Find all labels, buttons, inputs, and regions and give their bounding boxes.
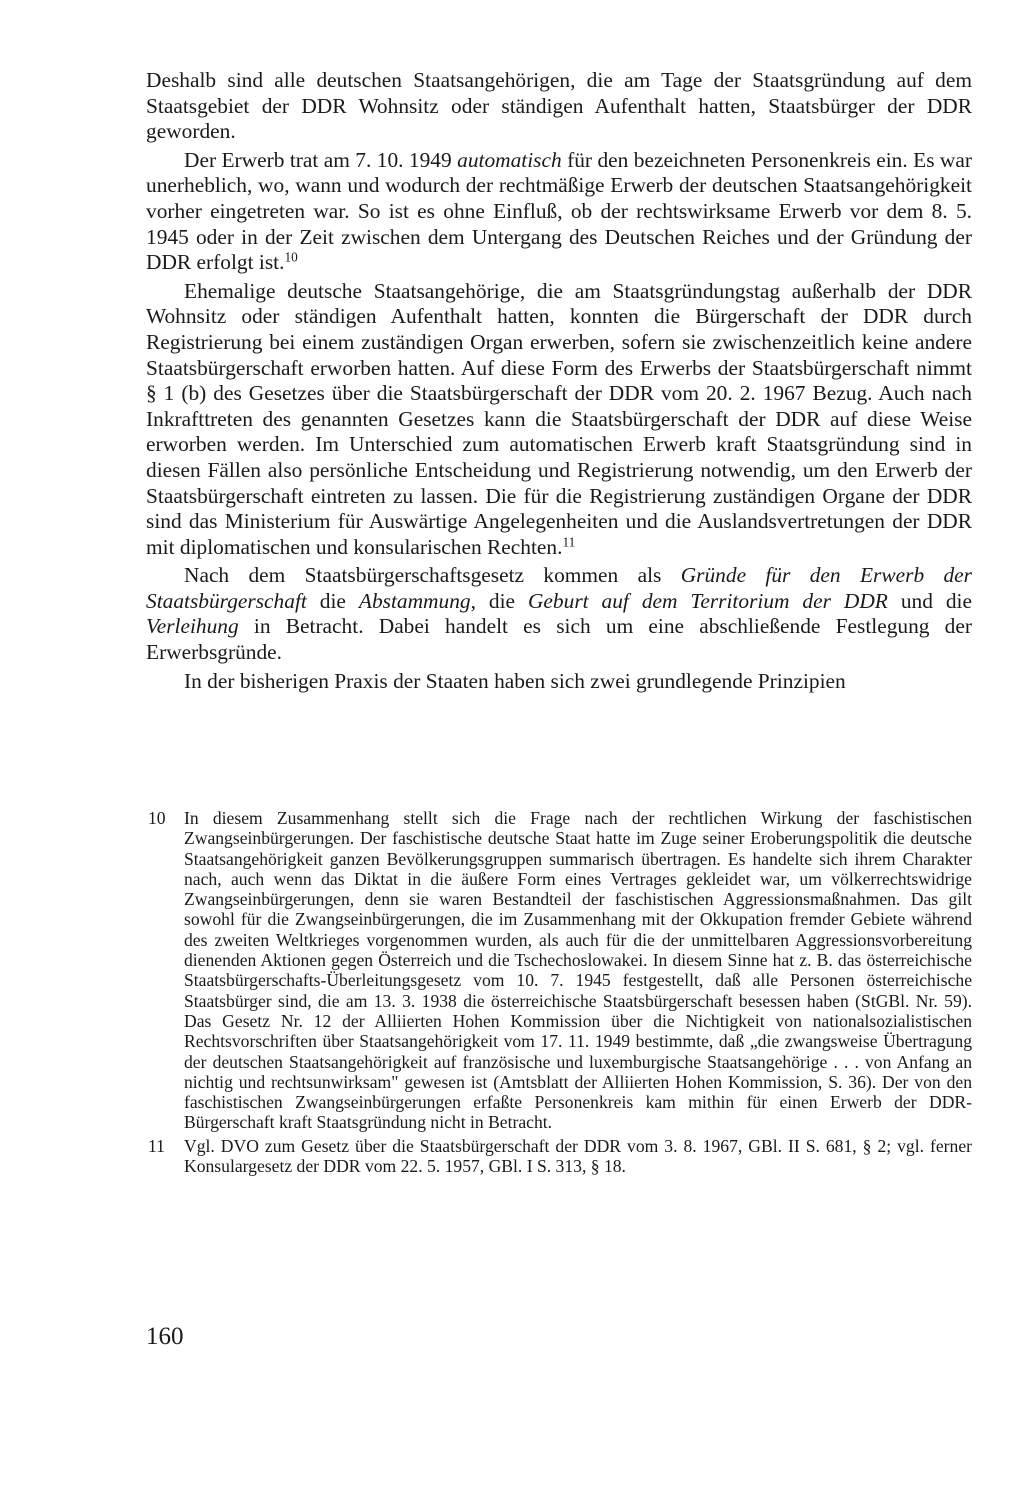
paragraph-4-italic-d: Verleihung xyxy=(146,614,239,639)
paragraph-2-text-a: Der Erwerb trat am 7. 10. 1949 xyxy=(184,147,458,172)
paragraph-5-text: In der bisherigen Praxis der Staaten haben sich zwei grundlegende Prinzipien xyxy=(184,668,846,693)
footnote-number: 11 xyxy=(148,1135,165,1156)
paragraph-4-text-e: in Betracht. Dabei handelt es sich um eine abschließende Festlegung der Erwerbsgründe. xyxy=(146,614,972,665)
paragraph-4-text-d: und die xyxy=(887,588,972,613)
main-text xyxy=(146,68,972,694)
footnote-number: 10 xyxy=(148,808,166,828)
paragraph-2-text-b: für den bezeichneten Personenkreis ein. Es war unerheblich, wo, wann und wodurch der rechtmäßige Erwerb der deutschen Staatsangehörigkeit vorher eingetreten war. So ist es ohne Einfluß, ob der rechtswirksame Erwerb vor dem 8. 5. 1945 oder in der Zeit zwischen dem Untergang des Deutschen Reiches und der Gründung der DDR erfolgt ist. xyxy=(146,147,972,275)
paragraph-2 xyxy=(146,148,972,276)
paragraph-4-italic-b: Abstammung xyxy=(358,588,471,613)
footnote-ref-11[interactable]: 11 xyxy=(562,534,576,550)
paragraph-1-text: Deshalb sind alle deutschen Staatsangehörigen, die am Tage der Staatsgründung auf dem Staatsgebiet der DDR Wohnsitz oder ständigen Aufenthalt hatten, Staatsbürger der DDR geworden. xyxy=(146,68,972,144)
footnote-ref-10[interactable]: 10 xyxy=(284,249,298,265)
paragraph-2-italic: automatisch xyxy=(457,147,562,172)
paragraph-4 xyxy=(146,563,972,665)
page-number: 160 xyxy=(146,1323,184,1350)
paragraph-4-text-c: , die xyxy=(470,588,528,613)
footnote-text: Vgl. DVO zum Gesetz über die Staatsbürgerschaft der DDR vom 3. 8. 1967, GBl. II S. 681, § 2; vgl. ferner Konsulargesetz der DDR vom 22. 5. 1957, GBl. I S. 313, § 18. xyxy=(184,1135,972,1177)
paragraph-4-italic-a: Gründe für den Erwerb der Staatsbürgerschaft xyxy=(146,563,973,613)
paragraph-5 xyxy=(146,669,972,695)
paragraph-4-text-a: Nach dem Staatsbürgerschaftsgesetz kommen als xyxy=(184,563,681,588)
footnote-text: In diesem Zusammenhang stellt sich die Frage nach der rechtlichen Wirkung der faschistischen Zwangseinbürgerungen. Der faschistische deutsche Staat hatte im Zuge seiner Eroberungspolitik die deutsche Staatsangehörigkeit ganzen Bevölkerungsgruppen summarisch übertragen. Es handelte sich ihrem Charakter nach, auch wenn das Diktat in die äußere Form eines Vertrages gekleidet war, um völkerrechtswidrige Zwangseinbürgerungen, denn sie waren Bestandteil der faschistischen Aggressionsmaßnahmen. Das gilt sowohl für die Zwangseinbürgerungen, die im Zusammenhang mit der Okkupation fremder Gebiete während des zweiten Weltkrieges vorgenommen wurden, als auch für die der unmittelbaren Aggressionsvorbereitung dienenden Aktionen gegen Österreich und die Tschechoslowakei. In diesem Sinne hat z. B. das österreichische Staatsbürgerschafts-Überleitungsgesetz vom 10. 7. 1945 festgestellt, daß alle Personen österreichische Staatsbürger sind, die am 13. 3. 1938 die österreichische Staatsbürgerschaft besessen haben (StGBl. Nr. 59). Das Gesetz Nr. 12 der Alliierten Hohen Kommission über die Nichtigkeit von nationalsozialistischen Rechtsvorschriften über Staatsangehörigkeit vom 17. 11. 1949 bestimmte, daß „die zwangsweise Übertragung der deutschen Staatsangehörigkeit auf französische und luxemburgische Staatsangehörige . . . von Anfang an nichtig und rechtsunwirksam" gewesen ist (Amtsblatt der Alliierten Hohen Kommission, S. 36). Der von den faschistischen Zwangseinbürgerungen erfaßte Personenkreis kam mithin für einen Erwerb der DDR-Bürgerschaft kraft Staatsgründung nicht in Betracht. xyxy=(184,808,972,1133)
footnote-10 xyxy=(146,808,972,1133)
paragraph-4-italic-c: Geburt auf dem Territorium der DDR xyxy=(527,588,888,613)
paragraph-4-text-b: die xyxy=(306,588,359,613)
paragraph-3-text: Ehemalige deutsche Staatsangehörige, die am Staatsgründungstag außerhalb der DDR Wohnsitz oder ständigen Aufenthalt hatten, konnten die Bürgerschaft der DDR durch Registrierung bei einem zuständigen Organ erwerben, sofern sie zwischenzeitlich keine andere Staatsbürgerschaft erworben hatten. Auf diese Form des Erwerbs der Staatsbürgerschaft nimmt § 1 (b) des Gesetzes über die Staatsbürgerschaft der DDR vom 20. 2. 1967 Bezug. Auch nach Inkrafttreten des genannten Gesetzes kann die Staatsbürgerschaft der DDR auf diese Weise erworben werden. Im Unterschied zum automatischen Erwerb kraft Staatsgründung sind in diesen Fällen also persönliche Entscheidung und Registrierung notwendig, um den Erwerb der Staatsbürgerschaft eintreten zu lassen. Die für die Registrierung zuständigen Organe der DDR sind das Ministerium für Auswärtige Angelegenheiten und die Auslandsvertretungen der DDR mit diplomatischen und konsularischen Rechten. xyxy=(146,278,972,559)
footnote-11 xyxy=(146,1136,972,1177)
paragraph-1 xyxy=(146,68,972,145)
footnotes xyxy=(146,808,972,1179)
paragraph-3 xyxy=(146,279,972,561)
